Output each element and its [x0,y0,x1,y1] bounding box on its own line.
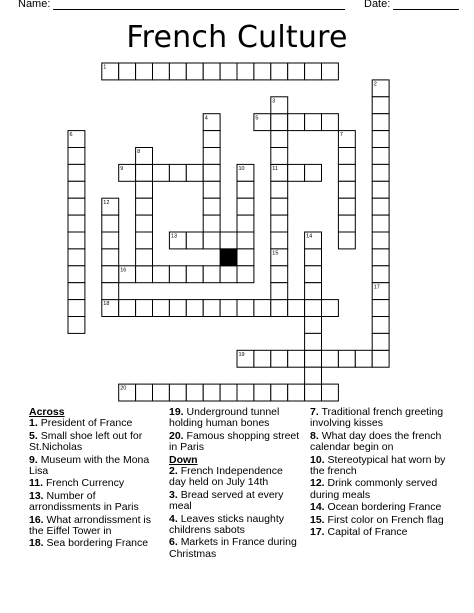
grid-cell[interactable] [322,300,339,317]
grid-cell[interactable] [305,317,322,334]
grid-cell[interactable] [271,384,288,401]
grid-cell[interactable] [68,215,85,232]
grid-cell[interactable] [68,181,85,198]
clue-down-15: 15. First color on French flag [310,513,444,526]
clue-down-3: 3. Bread served at every meal [169,488,284,513]
grid-cell[interactable] [322,63,339,80]
clue-down-8: 8. What day does the french calendar begin on [310,429,442,454]
clue-column-2 [169,407,301,561]
clue-number-13: 13 [170,233,178,240]
grid-cell[interactable] [119,63,136,80]
grid-cell[interactable] [254,384,271,401]
grid-cell[interactable] [271,181,288,198]
grid-cell[interactable] [271,148,288,165]
grid-cell[interactable] [186,384,203,401]
grid-cell[interactable] [271,232,288,249]
clue-across-20: 20. Famous shopping street in Paris [169,429,300,454]
grid-cell[interactable] [186,266,203,283]
grid-cell[interactable] [305,367,322,384]
grid-cell[interactable] [237,63,254,80]
grid-cell[interactable] [271,215,288,232]
grid-cell[interactable] [288,63,305,80]
grid-cell[interactable] [372,198,389,215]
grid-cell[interactable] [288,300,305,317]
grid-cell[interactable] [203,384,220,401]
grid-cell[interactable] [68,266,85,283]
grid-cell[interactable] [136,198,153,215]
grid-cell[interactable] [203,131,220,148]
grid-cell[interactable] [68,249,85,266]
clue-down-4: 4. Leaves sticks naughty childrens sabots [169,512,284,537]
clue-column-3 [310,407,450,539]
clue-across-13: 13. Number of arrondissments in Paris [29,489,139,514]
clue-number-19: 19 [238,351,245,358]
clue-number-6: 6 [69,132,73,139]
grid-cell[interactable] [355,350,372,367]
clue-number-11: 11 [272,166,279,172]
grid-cell[interactable] [288,114,305,131]
grid-cell[interactable] [305,63,322,80]
clue-across-5: 5. Small shoe left out for St.Nicholas [29,429,143,454]
grid-cell[interactable] [169,164,186,181]
grid-cell[interactable] [68,198,85,215]
grid-cell[interactable] [305,114,322,131]
grid-cell[interactable] [68,283,85,300]
clue-number-7: 7 [339,132,343,139]
clue-number-20: 20 [120,385,127,392]
clue-across-16: 16. What arrondissment is the Eiffel Tower in [29,513,151,538]
grid-cell[interactable] [254,63,271,80]
grid-cell[interactable] [288,350,305,367]
grid-cell[interactable] [203,215,220,232]
grid-cell[interactable] [186,300,203,317]
grid-cell[interactable] [305,350,322,367]
grid-cell[interactable] [169,266,186,283]
clue-down-10: 10. Stereotypical hat worn by the french [310,453,446,478]
grid-cell[interactable] [305,333,322,350]
grid-cell[interactable] [68,317,85,334]
grid-cell[interactable] [305,164,322,181]
clue-number-12: 12 [103,199,110,206]
grid-cell[interactable] [203,63,220,80]
grid-cell[interactable] [169,300,186,317]
grid-cell[interactable] [372,215,389,232]
grid-cell[interactable] [136,181,153,198]
grid-cell[interactable] [203,232,220,249]
across-heading: Across [29,406,65,418]
grid-cell[interactable] [237,181,254,198]
grid-cell[interactable] [305,266,322,283]
grid-cell[interactable] [372,114,389,131]
grid-cell[interactable] [338,164,355,181]
clue-number-5: 5 [255,115,259,122]
clue-down-17: 17. Capital of France [310,526,408,539]
grid-cell[interactable] [220,384,237,401]
grid-cell[interactable] [169,384,186,401]
clue-down-14: 14. Ocean bordering France [310,501,442,514]
grid-cell[interactable] [271,283,288,300]
grid-cell[interactable] [305,384,322,401]
grid-cell[interactable] [338,181,355,198]
grid-cell[interactable] [119,300,136,317]
grid-cell[interactable] [372,333,389,350]
grid-cell[interactable] [372,350,389,367]
clue-number-2: 2 [373,81,377,88]
clue-across-11: 11. French Currency [29,477,125,490]
grid-cell[interactable] [237,300,254,317]
clue-number-1: 1 [103,64,107,71]
clue-down-7: 7. Traditional french greeting involving kisses [310,406,444,430]
clue-number-15: 15 [272,250,279,257]
grid-cell[interactable] [338,148,355,165]
grid-cell[interactable] [271,300,288,317]
clue-number-4: 4 [204,115,208,122]
grid-cell[interactable] [102,266,119,283]
grid-cell[interactable] [136,63,153,80]
clue-across-9: 9. Museum with the Mona Lisa [29,453,150,478]
grid-cell[interactable] [254,350,271,367]
grid-cell[interactable] [271,350,288,367]
grid-cell[interactable] [102,232,119,249]
grid-cell[interactable] [372,300,389,317]
grid-cell[interactable] [68,164,85,181]
grid-cell[interactable] [220,232,237,249]
down-heading: Down [169,453,198,466]
grid-cell[interactable] [136,266,153,283]
grid-cell[interactable] [372,249,389,266]
grid-cell[interactable] [338,350,355,367]
grid-cell[interactable] [254,300,271,317]
grid-cell[interactable] [68,232,85,249]
grid-cell[interactable] [102,249,119,266]
date-label: Date: [364,0,391,10]
grid-cell[interactable] [322,384,339,401]
clue-number-14: 14 [306,233,313,240]
grid-cell[interactable] [136,164,153,181]
grid-cell[interactable] [271,114,288,131]
grid-cell[interactable] [288,384,305,401]
grid-cell[interactable] [220,63,237,80]
grid-cell[interactable] [102,215,119,232]
grid-cell[interactable] [153,63,170,80]
grid-cell[interactable] [305,283,322,300]
grid-cell[interactable] [237,384,254,401]
grid-cell[interactable] [203,300,220,317]
grid-cell[interactable] [372,181,389,198]
grid-cell[interactable] [68,300,85,317]
grid-cell[interactable] [271,63,288,80]
clue-number-18: 18 [103,301,110,308]
grid-cell[interactable] [186,63,203,80]
grid-cell[interactable] [203,148,220,165]
grid-cell[interactable] [372,148,389,165]
grid-cell[interactable] [338,215,355,232]
grid-cell[interactable] [153,164,170,181]
grid-cell[interactable] [237,249,254,266]
grid-cell[interactable] [220,300,237,317]
grid-cell[interactable] [288,164,305,181]
grid-cell[interactable] [322,114,339,131]
grid-cell[interactable] [237,198,254,215]
grid-cell[interactable] [271,131,288,148]
grid-cell[interactable] [186,164,203,181]
clue-down-6: 6. Markets in France during Christmas [169,536,297,560]
name-label: Name: [18,0,51,10]
clue-column-1 [29,407,159,551]
grid-cell[interactable] [338,232,355,249]
grid-cell[interactable] [136,215,153,232]
clue-number-16: 16 [120,267,127,274]
grid-cell[interactable] [203,266,220,283]
grid-cell[interactable] [338,198,355,215]
clue-down-2: 2. French Independence day held on July 14th [169,465,283,489]
grid-cell[interactable] [372,317,389,334]
grid-cell[interactable] [136,249,153,266]
grid-cell[interactable] [203,198,220,215]
clue-number-17: 17 [373,284,380,291]
grid-cell[interactable] [136,232,153,249]
grid-cells [68,63,389,401]
clue-number-8: 8 [137,149,141,156]
grid-cell[interactable] [372,97,389,114]
clue-number-10: 10 [238,166,245,172]
grid-cell[interactable] [136,384,153,401]
grid-cell[interactable] [372,266,389,283]
grid-cell[interactable] [203,164,220,181]
grid-cell[interactable] [372,232,389,249]
grid-cell[interactable] [136,300,153,317]
clue-number-9: 9 [120,166,124,172]
grid-cell[interactable] [186,232,203,249]
grid-cell[interactable] [372,164,389,181]
clue-across-19: 19. Underground tunnel holding human bones [169,406,280,430]
grid-cell[interactable] [68,148,85,165]
grid-cell[interactable] [237,215,254,232]
clue-across-18: 18. Sea bordering France [29,537,149,550]
black-cell [220,249,237,266]
clue-down-12: 12. Drink commonly served during meals [310,477,438,501]
grid-cell[interactable] [271,266,288,283]
clue-across-1: 1. President of France [29,417,133,430]
grid-cell[interactable] [237,232,254,249]
grid-cell[interactable] [102,283,119,300]
grid-cell[interactable] [271,198,288,215]
grid-cell[interactable] [237,266,254,283]
grid-cell[interactable] [305,300,322,317]
clue-number-3: 3 [272,98,276,105]
grid-cell[interactable] [153,300,170,317]
grid-cell[interactable] [153,384,170,401]
grid-cell[interactable] [305,249,322,266]
grid-cell[interactable] [372,131,389,148]
grid-cell[interactable] [322,350,339,367]
grid-cell[interactable] [169,63,186,80]
grid-cell[interactable] [220,266,237,283]
page-title: French Culture [126,20,348,55]
grid-cell[interactable] [203,181,220,198]
grid-cell[interactable] [153,266,170,283]
